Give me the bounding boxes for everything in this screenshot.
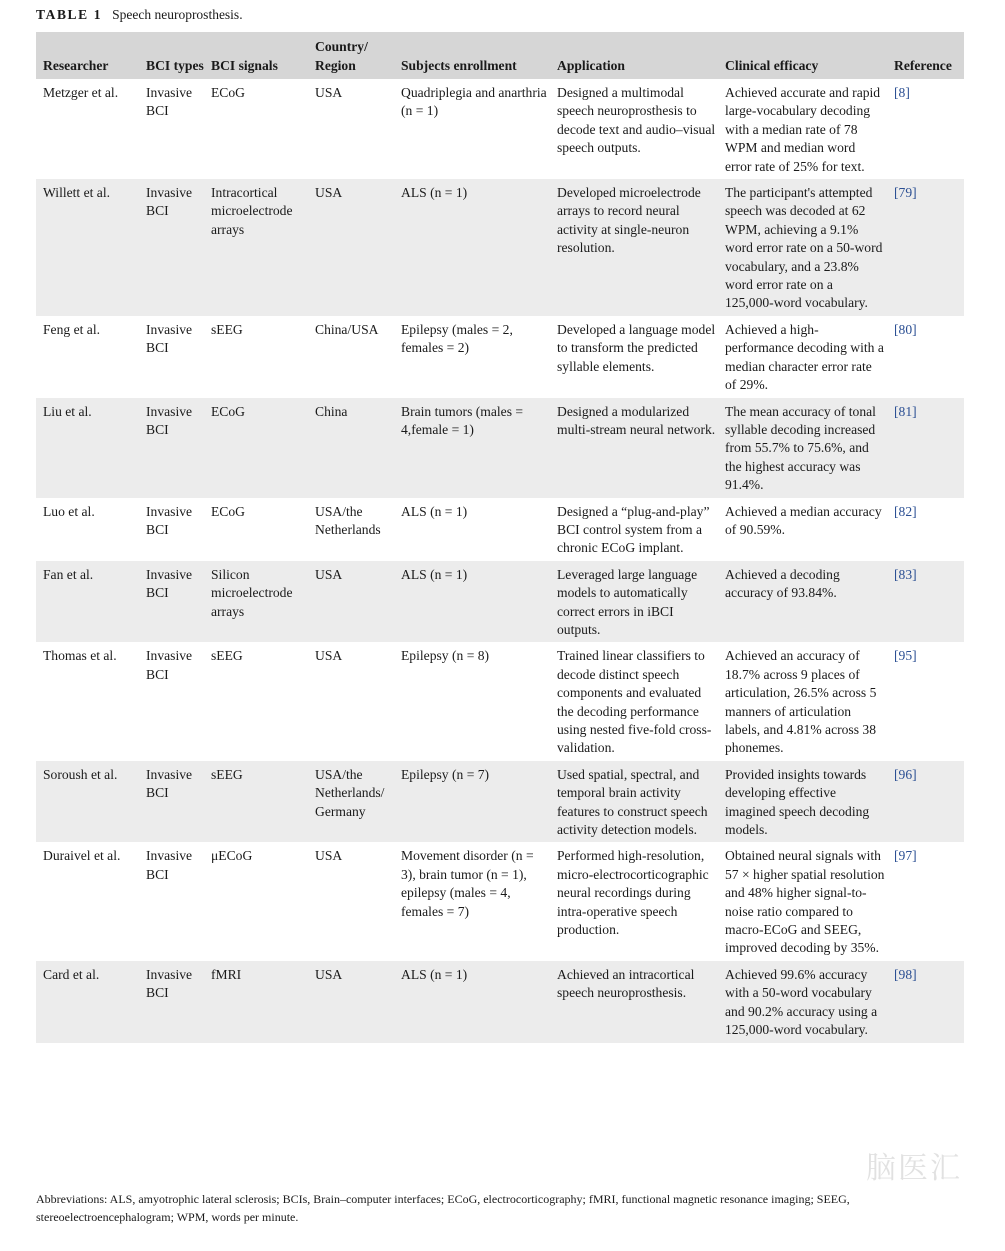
cell-bci-type: Invasive BCI [146,503,193,537]
cell-bci-type: Invasive BCI [146,185,193,219]
table-label: TABLE 1 [36,7,103,22]
header-reference: Reference [894,58,952,73]
cell-country-region: USA/the Netherlands/ Germany [315,766,385,819]
cell-application: Trained linear classifiers to decode distinct speech components and evaluated the decoding performance using nested five-fold cross-validation. [557,648,712,756]
cell-country-region: USA/the Netherlands [315,503,381,537]
header-application: Application [557,58,625,73]
cell-clinical-efficacy: Obtained neural signals with 57 × higher spatial resolution and 48% higher signal-to-noise ratio compared to macro-ECoG and SEEG, improved decoding by 35%. [725,848,885,956]
cell-bci-type: Invasive BCI [146,321,193,356]
cell-application: Designed a “plug-and-play” BCI control system from a chronic ECoG implant. [557,503,710,556]
cell-reference[interactable]: [81] [894,403,917,419]
header-researcher: Researcher [43,58,109,73]
cell-researcher: Fan et al. [43,566,94,582]
cell-clinical-efficacy: Achieved accurate and rapid large-vocabulary decoding with a median rate of 78 WPM and median word error rate of 25% for text. [725,85,881,174]
table-row [36,642,964,760]
cell-researcher: Metzger et al. [43,85,119,100]
cell-reference[interactable]: [8] [894,85,910,100]
cell-application: Leveraged large language models to automatically correct errors in iBCI outputs. [557,566,698,637]
cell-bci-signal: fMRI [211,966,242,982]
cell-application: Used spatial, spectral, and temporal brain activity features to construct speech activity detection models. [557,766,708,838]
cell-reference[interactable]: [79] [894,185,917,201]
table-row [36,761,964,843]
cell-researcher: Willett et al. [43,185,111,201]
cell-bci-type: Invasive BCI [146,966,193,1001]
cell-reference[interactable]: [80] [894,321,917,337]
cell-clinical-efficacy: Achieved an accuracy of 18.7% across 9 places of articulation, 26.5% across 5 manners of articulation labels, and 4.81% across 38 phonemes. [725,648,877,756]
table-row [36,961,964,1043]
cell-reference[interactable]: [96] [894,766,917,782]
cell-clinical-efficacy: Achieved a decoding accuracy of 93.84%. [725,566,840,601]
cell-bci-signal: sEEG [211,766,243,782]
cell-subjects-enrollment: Epilepsy (males = 2, females = 2) [401,321,513,356]
cell-subjects-enrollment: Brain tumors (males = 4,female = 1) [401,403,524,437]
cell-reference[interactable]: [98] [894,966,917,982]
cell-researcher: Duraivel et al. [43,848,121,864]
cell-researcher: Soroush et al. [43,766,118,782]
header-country-region: Country/ Region [315,39,368,73]
table-row [36,398,964,498]
cell-bci-type: Invasive BCI [146,648,193,682]
header-bci-signals: BCI signals [211,58,278,73]
cell-researcher: Luo et al. [43,503,95,519]
cell-bci-type: Invasive BCI [146,566,193,601]
cell-country-region: USA [315,848,343,864]
watermark-logo: 脑医汇 [866,1151,962,1186]
cell-bci-signal: sEEG [211,321,243,337]
table-row [36,842,964,960]
cell-application: Developed microelectrode arrays to record neural activity at single-neuron resolution. [557,185,701,256]
cell-application: Performed high-resolution, micro-electrocorticographic neural recordings during intra-operative speech production. [557,848,709,938]
table-caption [36,7,243,23]
cell-reference[interactable]: [83] [894,566,917,582]
cell-country-region: China [315,403,348,419]
header-clinical-efficacy: Clinical efficacy [725,58,819,73]
cell-reference[interactable]: [97] [894,848,917,864]
table-row [36,498,964,561]
cell-bci-signal: ECoG [211,503,245,519]
table-header-row [36,32,964,79]
cell-bci-type: Invasive BCI [146,85,193,119]
cell-country-region: China/USA [315,321,379,337]
cell-reference[interactable]: [95] [894,648,917,664]
cell-country-region: USA [315,648,343,664]
cell-bci-type: Invasive BCI [146,766,193,801]
speech-neuroprosthesis-table [36,32,964,1043]
cell-application: Designed a modularized multi-stream neural network. [557,403,716,437]
cell-subjects-enrollment: ALS (n = 1) [401,185,468,201]
table-row [36,316,964,398]
cell-country-region: USA [315,566,343,582]
cell-clinical-efficacy: Achieved a high-performance decoding with a median character error rate of 29%. [725,321,884,393]
cell-clinical-efficacy: Achieved a median accuracy of 90.59%. [725,503,882,537]
table-footnote: Abbreviations: ALS, amyotrophic lateral sclerosis; BCIs, Brain–computer interfaces; ECoG, electrocorticography; fMRI, functional magnetic resonance imaging; SEEG, stereoelectroencephalogram; WPM, words per minute. [36,1192,850,1224]
cell-bci-signal: ECoG [211,85,245,100]
cell-application: Designed a multimodal speech neuroprosthesis to decode text and audio–visual speech outputs. [557,85,716,156]
table-row [36,561,964,643]
header-bci-types: BCI types [146,58,204,73]
cell-subjects-enrollment: ALS (n = 1) [401,503,468,519]
cell-subjects-enrollment: ALS (n = 1) [401,566,468,582]
cell-country-region: USA [315,966,343,982]
cell-subjects-enrollment: Movement disorder (n = 3), brain tumor (n = 1), epilepsy (males = 4, females = 7) [401,848,534,919]
cell-clinical-efficacy: Achieved 99.6% accuracy with a 50-word vocabulary and 90.2% accuracy using a 125,000-word vocabulary. [725,966,878,1038]
cell-subjects-enrollment: Quadriplegia and anarthria (n = 1) [401,85,547,119]
cell-bci-signal: μECoG [211,848,253,864]
cell-researcher: Thomas et al. [43,648,117,664]
cell-bci-type: Invasive BCI [146,848,193,882]
cell-reference[interactable]: [82] [894,503,917,519]
cell-researcher: Card et al. [43,966,100,982]
cell-application: Achieved an intracortical speech neuroprosthesis. [557,966,695,1001]
cell-researcher: Feng et al. [43,321,101,337]
cell-subjects-enrollment: ALS (n = 1) [401,966,468,982]
cell-clinical-efficacy: Provided insights towards developing effective imagined speech decoding models. [725,766,870,838]
table-row [36,79,964,179]
cell-country-region: USA [315,185,343,201]
header-subjects-enrollment: Subjects enrollment [401,58,517,73]
cell-country-region: USA [315,85,343,100]
cell-subjects-enrollment: Epilepsy (n = 8) [401,648,490,664]
cell-bci-signal: ECoG [211,403,245,419]
table-title: Speech neuroprosthesis. [112,7,243,22]
cell-researcher: Liu et al. [43,403,92,419]
table-row [36,179,964,316]
cell-subjects-enrollment: Epilepsy (n = 7) [401,766,490,782]
cell-clinical-efficacy: The mean accuracy of tonal syllable decoding increased from 55.7% to 75.6%, and the highest accuracy was 91.4%. [725,403,876,493]
cell-bci-signal: Intracortical microelectrode arrays [211,185,293,237]
cell-bci-signal: Silicon microelectrode arrays [211,566,293,619]
cell-bci-type: Invasive BCI [146,403,193,437]
cell-application: Developed a language model to transform the predicted syllable elements. [557,321,716,374]
cell-bci-signal: sEEG [211,648,243,664]
cell-clinical-efficacy: The participant's attempted speech was decoded at 62 WPM, achieving a 9.1% word error rate on a 50-word vocabulary, and a 23.8% word error rate on a 125,000-word vocabulary. [725,185,883,311]
